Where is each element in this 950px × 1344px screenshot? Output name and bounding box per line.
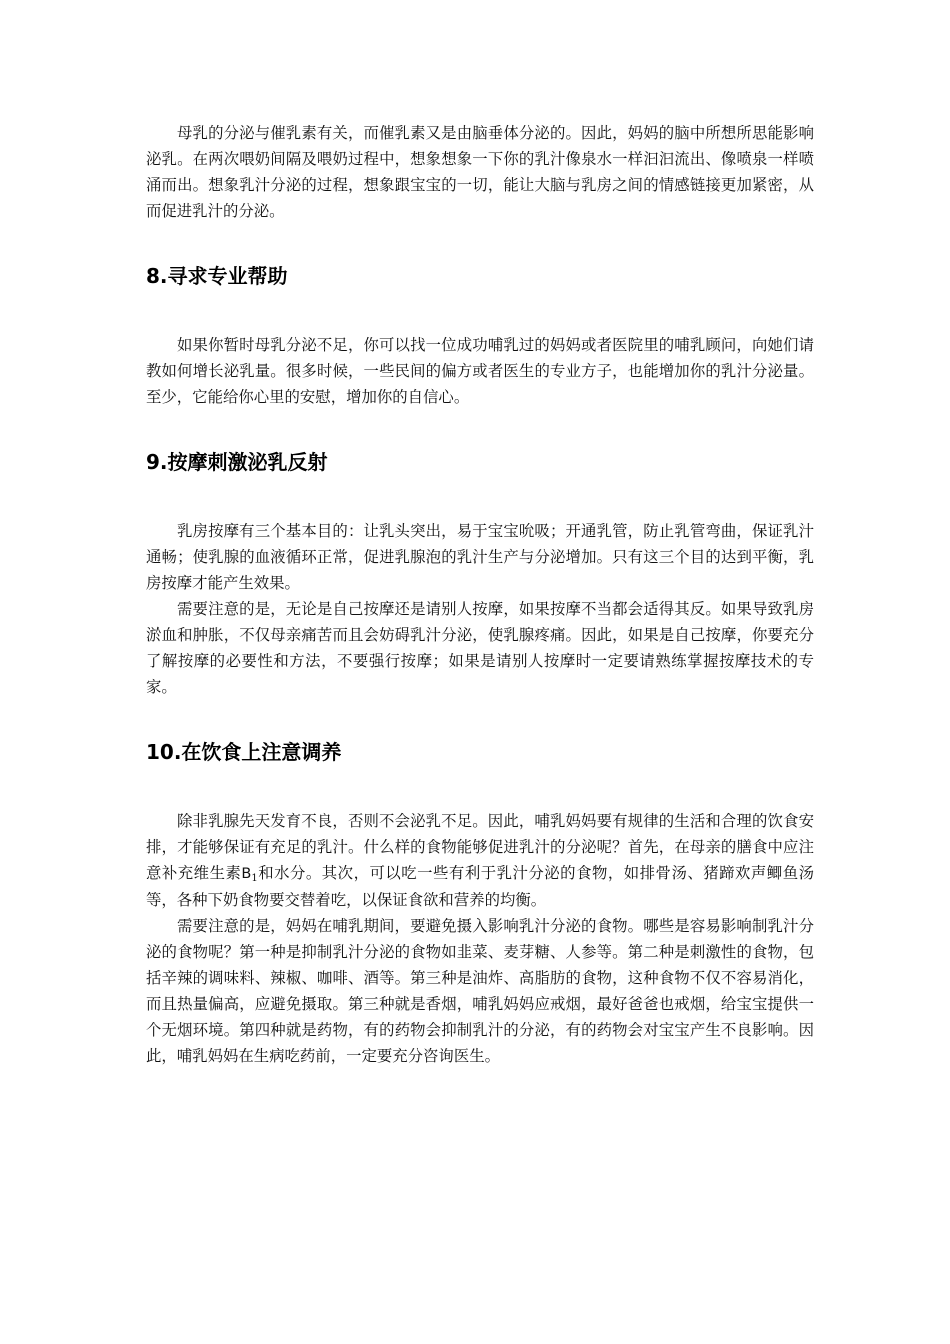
section-9-heading: 9.按摩刺激泌乳反射: [146, 450, 328, 474]
section-10-paragraph-1-head: 除非乳腺先天发育不良，否则不会泌乳不足。因此，哺乳妈妈要有规律的生活和合理的饮食安排，才能够保证有充足的乳汁。什么样的食物能够促进乳汁的分泌呢？首先，在母亲的膳食中应注意补充维生素: [146, 812, 814, 882]
vitamin-letter: B: [241, 866, 252, 882]
section-10-paragraph-1-tail: 和水分。其次，可以吃一些有利于乳汁分泌的食物，如排骨汤、猪蹄欢声鲫鱼汤等，各种下奶食物要交替着吃，以保证食欲和营养的均衡。: [146, 864, 814, 909]
section-8-heading: 8.寻求专业帮助: [146, 264, 288, 288]
section-10-heading: 10.在饮食上注意调养: [146, 740, 342, 764]
section-10-paragraph-2: 需要注意的是，妈妈在哺乳期间，要避免摄入影响乳汁分泌的食物。哪些是容易影响制乳汁分泌的食物呢？第一种是抑制乳汁分泌的食物如韭菜、麦芽糖、人参等。第二种是刺激性的食物，包括辛辣的调味料、辣椒、咖啡、酒等。第三种是油炸、高脂肪的食物，这种食物不仅不容易消化，而且热量偏高，应避免摄取。第三种就是香烟，哺乳妈妈应戒烟，最好爸爸也戒烟，给宝宝提供一个无烟环境。第四种就是药物，有的药物会抑制乳汁的分泌，有的药物会对宝宝产生不良影响。因此，哺乳妈妈在生病吃药前，一定要充分咨询医生。: [146, 917, 814, 1065]
section-9-paragraph-1: 乳房按摩有三个基本目的：让乳头突出，易于宝宝吮吸；开通乳管，防止乳管弯曲，保证乳汁通畅；使乳腺的血液循环正常，促进乳腺泡的乳汁生产与分泌增加。只有这三个目的达到平衡，乳房按摩才能产生效果。: [146, 522, 814, 592]
section-10-paragraph-1: [146, 808, 814, 913]
section-9-paragraph-2: 需要注意的是，无论是自己按摩还是请别人按摩，如果按摩不当都会适得其反。如果导致乳房淤血和肿胀，不仅母亲痛苦而且会妨碍乳汁分泌，使乳腺疼痛。因此，如果是自己按摩，你要充分了解按摩的必要性和方法，不要强行按摩；如果是请别人按摩时一定要请熟练掌握按摩技术的专家。: [146, 600, 814, 696]
vitamin-subscript: 1: [251, 873, 258, 884]
intro-paragraph: 母乳的分泌与催乳素有关，而催乳素又是由脑垂体分泌的。因此，妈妈的脑中所想所思能影响泌乳。在两次喂奶间隔及喂奶过程中，想象想象一下你的乳汁像泉水一样汩汩流出、像喷泉一样喷涌而出。想象乳汁分泌的过程，想象跟宝宝的一切，能让大脑与乳房之间的情感链接更加紧密，从而促进乳汁的分泌。: [146, 124, 814, 220]
document-page: [146, 120, 814, 1069]
section-8-paragraph: 如果你暂时母乳分泌不足，你可以找一位成功哺乳过的妈妈或者医院里的哺乳顾问，向她们请教如何增长泌乳量。很多时候，一些民间的偏方或者医生的专业方子，也能增加你的乳汁分泌量。至少，它能给你心里的安慰，增加你的自信心。: [146, 336, 814, 406]
